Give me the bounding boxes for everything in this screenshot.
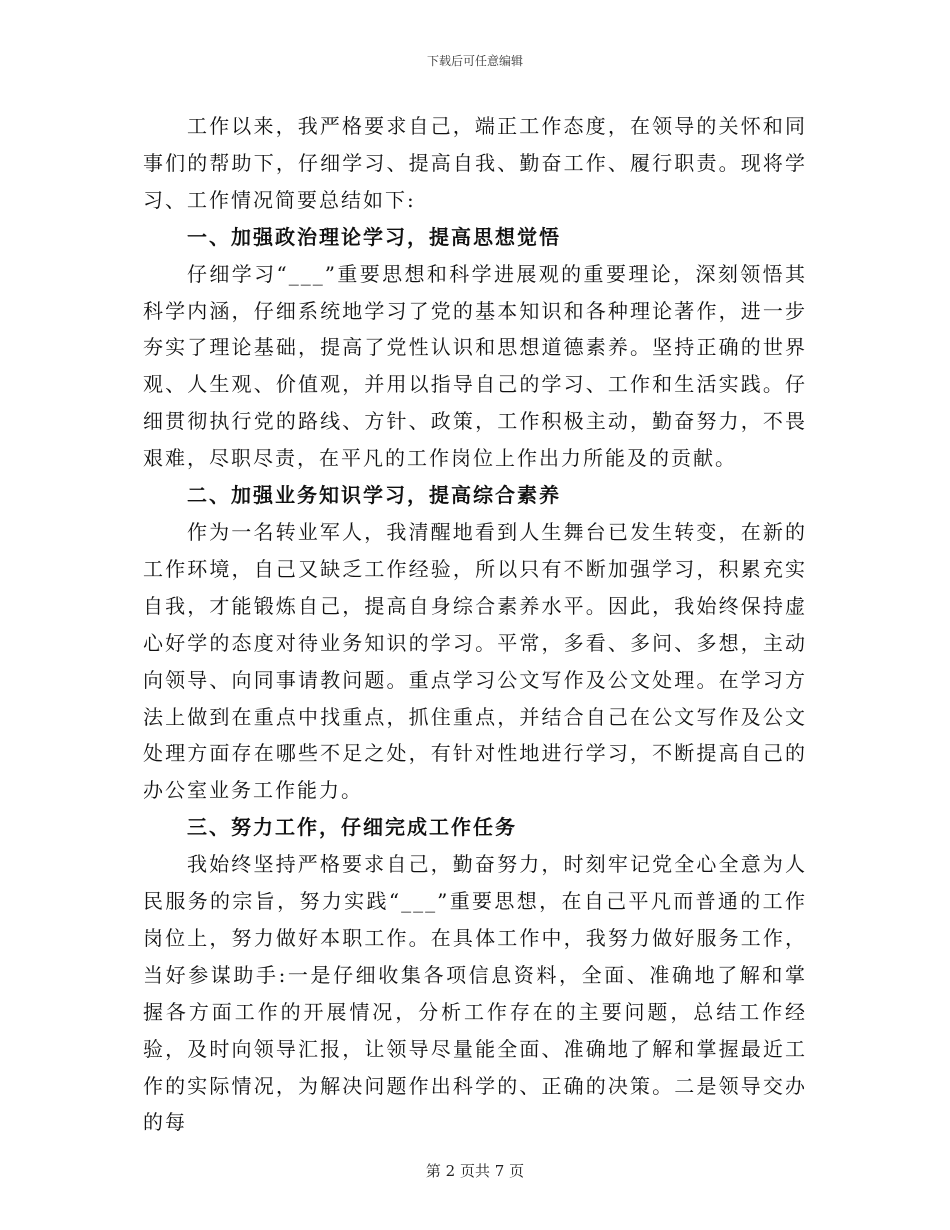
document-body bbox=[143, 108, 807, 1141]
section-1-paragraph: 仔细学习“___”重要思想和科学进展观的重要理论，深刻领悟其科学内涵，仔细系统地学习了党的基本知识和各种理论著作，进一步夯实了理论基础，提高了党性认识和思想道德素养。坚持正确的世界观、人生观、价值观，并用以指导自己的学习、工作和生活实践。仔细贯彻执行党的路线、方针、政策，工作积极主动，勤奋努力，不畏艰难，尽职尽责，在平凡的工作岗位上作出力所能及的贡献。 bbox=[143, 261, 807, 471]
section-3-paragraph: 我始终坚持严格要求自己，勤奋努力，时刻牢记党全心全意为人民服务的宗旨，努力实践“___”重要思想，在自己平凡而普通的工作岗位上，努力做好本职工作。在具体工作中，我努力做好服务工作，当好参谋助手:一是仔细收集各项信息资料，全面、准确地了解和掌握各方面工作的开展情况，分析工作存在的主要问题，总结工作经验，及时向领导汇报，让领导尽量能全面、准确地了解和掌握最近工作的实际情况，为解决问题作出科学的、正确的决策。二是领导交办的每 bbox=[143, 852, 807, 1135]
section-2-paragraph: 作为一名转业军人，我清醒地看到人生舞台已发生转变，在新的工作环境，自己又缺乏工作经验，所以只有不断加强学习，积累充实自我，才能锻炼自己，提高自身综合素养水平。因此，我始终保持虚心好学的态度对待业务知识的学习。平常，多看、多问、多想，主动向领导、向同事请教问题。重点学习公文写作及公文处理。在学习方法上做到在重点中找重点，抓住重点，并结合自己在公文写作及公文处理方面存在哪些不足之处，有针对性地进行学习，不断提高自己的办公室业务工作能力。 bbox=[143, 519, 807, 803]
section-2-heading: 二、加强业务知识学习，提高综合素养 bbox=[187, 483, 561, 508]
page-header: 下载后可任意编辑 bbox=[426, 54, 523, 68]
page-footer: 第 2 页共 7 页 bbox=[425, 1162, 525, 1180]
intro-paragraph: 工作以来，我严格要求自己，端正工作态度，在领导的关怀和同事们的帮助下，仔细学习、提高自我、勤奋工作、履行职责。现将学习、工作情况简要总结如下: bbox=[143, 114, 807, 212]
section-1-heading: 一、加强政治理论学习，提高思想觉悟 bbox=[187, 224, 561, 249]
section-3-heading: 三、努力工作，仔细完成工作任务 bbox=[187, 815, 517, 840]
